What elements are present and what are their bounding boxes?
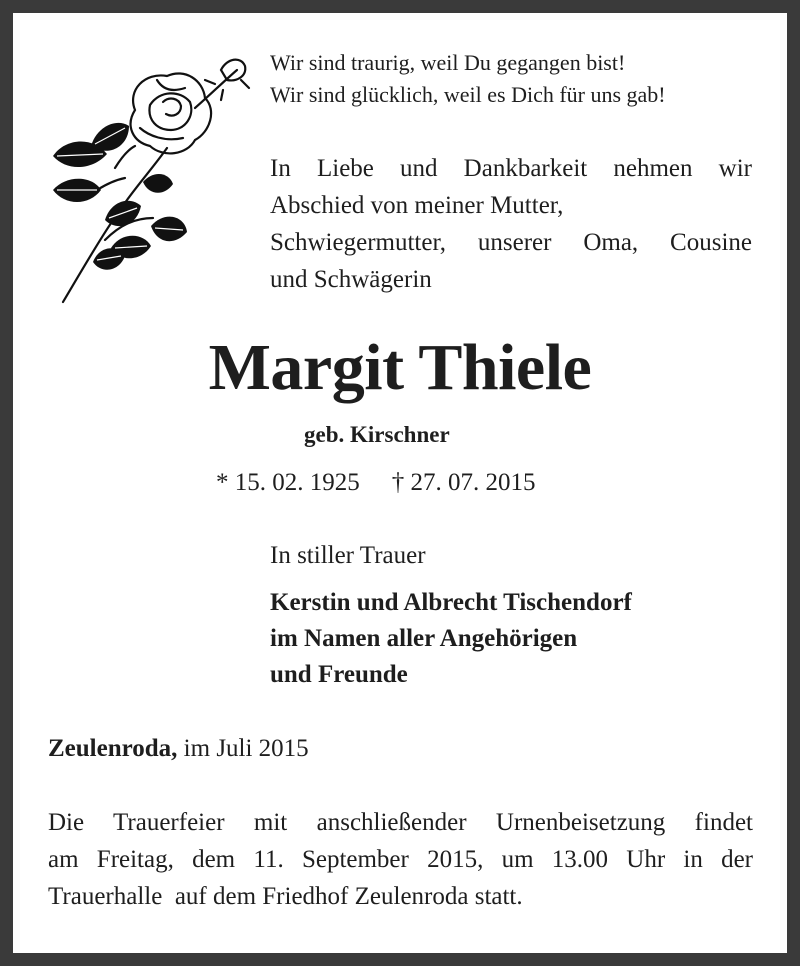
ceremony-line-3: Trauerhalle auf dem Friedhof Zeulenroda statt. [48,883,523,910]
verse-line-1: Wir sind traurig, weil Du gegangen bist! [270,50,626,75]
verse-line-2: Wir sind glücklich, weil es Dich für uns gab! [270,82,666,107]
place-date-text: im Juli 2015 [177,735,309,762]
deceased-name: Margit Thiele [208,331,592,404]
life-dates [216,466,536,500]
intro-line-2: Abschied von meiner Mutter, [270,192,564,219]
mourning-label: In stiller Trauer [270,542,426,569]
ceremony-line-2: am Freitag, dem 11. September 2015, um 13.00 Uhr in der [48,846,753,873]
birth-date: * 15. 02. 1925 [216,469,360,496]
mourners-line-1: Kerstin und Albrecht Tischendorf [270,589,632,616]
mourners-line-3: und Freunde [270,661,408,688]
intro-line-1: In Liebe und Dankbarkeit nehmen wir [270,155,752,182]
mourners-line-2: im Namen aller Angehörigen [270,625,578,652]
intro-line-3: Schwiegermutter, unserer Oma, Cousine [270,229,752,256]
intro-line-4: und Schwägerin [270,266,432,293]
place-town: Zeulenroda, [48,735,178,762]
birth-name: geb. Kirschner [304,422,450,447]
ceremony-line-1: Die Trauerfeier mit anschließender Urnenbeisetzung findet [48,809,753,836]
rose-illustration-icon [45,50,255,310]
place-date [48,732,309,766]
death-date: † 27. 07. 2015 [391,469,536,496]
